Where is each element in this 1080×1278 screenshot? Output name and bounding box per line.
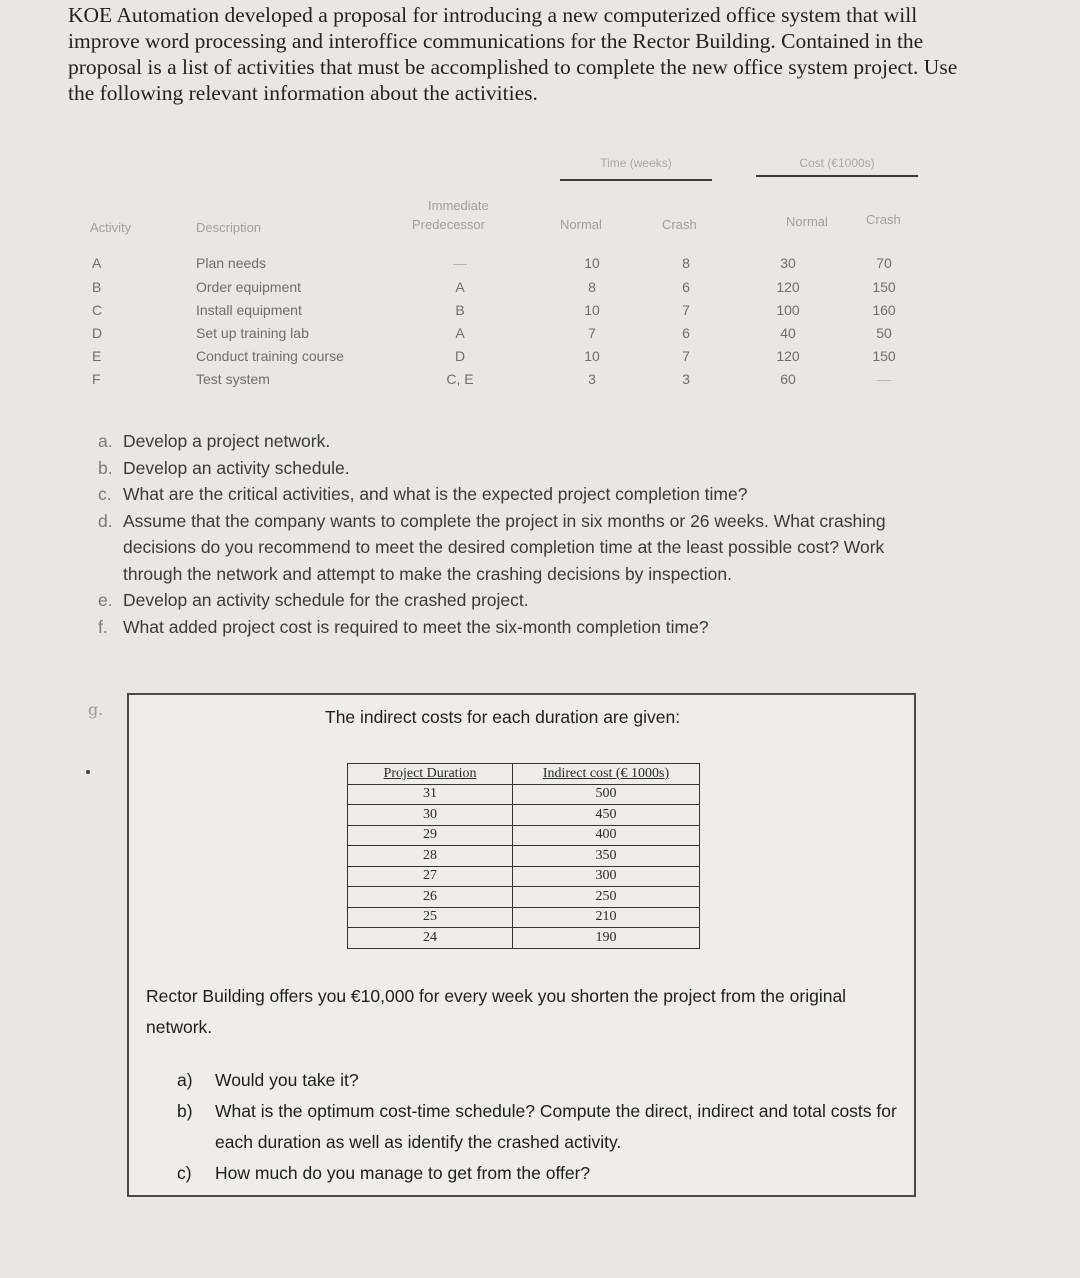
subquestion-list [177,1065,897,1189]
cell-duration: 28 [348,846,513,867]
cell-time-crash: 6 [682,325,690,341]
intro-text: KOE Automation developed a proposal for introducing a new computerized office system that will improve word processing and interoffice communications for the Rector Building. Contained in the proposal is a list of activities that must be accomplished to complete the new office system project. Use the following relevant information about the activities. [68,3,958,105]
question-item [98,614,918,641]
cell-activity: E [92,348,102,364]
question-item [98,455,918,482]
table-row [348,866,700,887]
cell-duration: 29 [348,825,513,846]
cell-indirect-cost: 210 [513,907,700,928]
question-text: What are the critical activities, and what is the expected project completion time? [123,484,748,504]
cell-cost-crash: 70 [876,255,892,271]
cell-predecessor: D [454,348,466,364]
cell-predecessor: — [453,255,467,271]
bullet-dot [86,770,90,774]
cell-time-crash: 8 [682,255,690,271]
cell-description: Plan needs [196,255,267,271]
cell-cost-normal: 120 [776,279,800,295]
cell-duration: 24 [348,928,513,949]
cell-duration: 27 [348,866,513,887]
question-text: Develop a project network. [123,431,331,451]
cell-time-normal: 3 [588,371,596,387]
part-g-title: The indirect costs for each duration are given: [325,707,681,727]
question-item [98,587,918,614]
cell-duration: 25 [348,907,513,928]
cell-description: Set up training lab [196,325,309,341]
cell-cost-normal: 30 [780,255,796,271]
cell-description: Order equipment [196,279,302,295]
group-header-time: Time (weeks) [600,156,672,170]
cell-description: Install equipment [196,302,302,318]
header-activity: Activity [90,220,132,235]
question-letter: c. [98,484,112,504]
part-g-label: g. [88,700,104,719]
cell-cost-crash: 150 [872,348,896,364]
question-letter: d. [98,510,113,531]
question-text: Develop an activity schedule for the crashed project. [123,590,529,610]
cell-activity: D [92,325,103,341]
cell-cost-normal: 60 [780,371,796,387]
table-row [348,846,700,867]
cell-indirect-cost: 300 [513,866,700,887]
question-letter: a. [98,431,113,451]
cell-time-normal: 8 [588,279,596,295]
table-row [348,928,700,949]
question-text: Develop an activity schedule. [123,457,350,478]
header-description: Description [196,220,262,235]
cell-predecessor: B [455,302,465,318]
cell-duration: 26 [348,887,513,908]
question-item [98,508,918,588]
subquestion-item [177,1096,897,1158]
cell-indirect-cost: 400 [513,825,700,846]
cell-cost-crash: 50 [876,325,892,341]
cell-cost-crash: 160 [872,302,896,318]
intro-paragraph [68,2,968,106]
subquestion-letter: a) [177,1070,193,1090]
part-g-box [127,693,916,1197]
table-row [348,825,700,846]
cell-cost-crash: — [877,371,891,387]
question-text: Assume that the company wants to complete the project in six months or 26 weeks. What crashing decisions do you recommend to meet the desired completion time at the least possible cost? Work through the network and attempt to make the crashing decisions by inspection. [123,510,886,584]
cell-predecessor: A [455,279,465,295]
offer-text: Rector Building offers you €10,000 for every week you shorten the project from the original network. [146,986,847,1037]
indirect-cost-table [347,763,700,949]
table-row [348,805,700,826]
subquestion-item [177,1158,897,1189]
header-predecessor-line2: Predecessor [412,217,485,232]
group-underline-cost [756,175,918,177]
table-row [348,887,700,908]
cell-indirect-cost: 350 [513,846,700,867]
cell-time-normal: 7 [588,325,596,341]
header-time-crash: Crash [662,217,697,232]
cell-time-crash: 7 [682,348,690,364]
header-time-normal: Normal [560,217,602,232]
question-list [98,428,918,640]
header-cost-normal: Normal [786,214,828,229]
cell-predecessor: C, E [446,371,474,387]
subquestion-letter: b) [177,1101,193,1121]
header-project-duration: Project Duration [348,764,513,785]
question-item [98,428,918,455]
group-header-cost: Cost (€1000s) [799,156,875,170]
cell-indirect-cost: 250 [513,887,700,908]
cell-time-normal: 10 [584,302,600,318]
cell-activity: F [92,371,101,387]
subquestion-text: How much do you manage to get from the offer? [215,1163,591,1183]
table-header-row [348,764,700,785]
subquestion-text: What is the optimum cost-time schedule? Compute the direct, indirect and total costs for each duration as well as identify the crashed activity. [215,1101,897,1152]
cell-predecessor: A [455,325,465,341]
group-underline-time [560,179,712,181]
table-row [348,784,700,805]
cell-time-normal: 10 [584,255,600,271]
cell-time-crash: 7 [682,302,690,318]
question-letter: e. [98,590,113,610]
header-predecessor-line1: Immediate [428,198,489,213]
question-text: What added project cost is required to meet the six-month completion time? [123,616,709,637]
cell-time-normal: 10 [584,348,600,364]
cell-duration: 31 [348,784,513,805]
header-indirect-cost: Indirect cost (€ 1000s) [513,764,700,785]
cell-indirect-cost: 500 [513,784,700,805]
header-cost-crash: Crash [866,212,901,227]
cell-description: Test system [196,371,270,387]
question-letter: b. [98,457,113,478]
cell-duration: 30 [348,805,513,826]
cell-activity: C [92,302,103,318]
question-letter: f. [98,616,108,637]
cell-cost-crash: 150 [872,279,896,295]
cell-time-crash: 3 [682,371,690,387]
subquestion-text: Would you take it? [215,1070,359,1090]
cell-indirect-cost: 190 [513,928,700,949]
cell-description: Conduct training course [196,348,344,364]
cell-time-crash: 6 [682,279,690,295]
cell-cost-normal: 100 [776,302,800,318]
cell-activity: A [92,255,102,271]
cell-activity: B [92,279,102,295]
cell-indirect-cost: 450 [513,805,700,826]
table-row [348,907,700,928]
cell-cost-normal: 120 [776,348,800,364]
subquestion-item [177,1065,897,1096]
cell-cost-normal: 40 [780,325,796,341]
subquestion-letter: c) [177,1163,192,1183]
question-item [98,481,918,508]
